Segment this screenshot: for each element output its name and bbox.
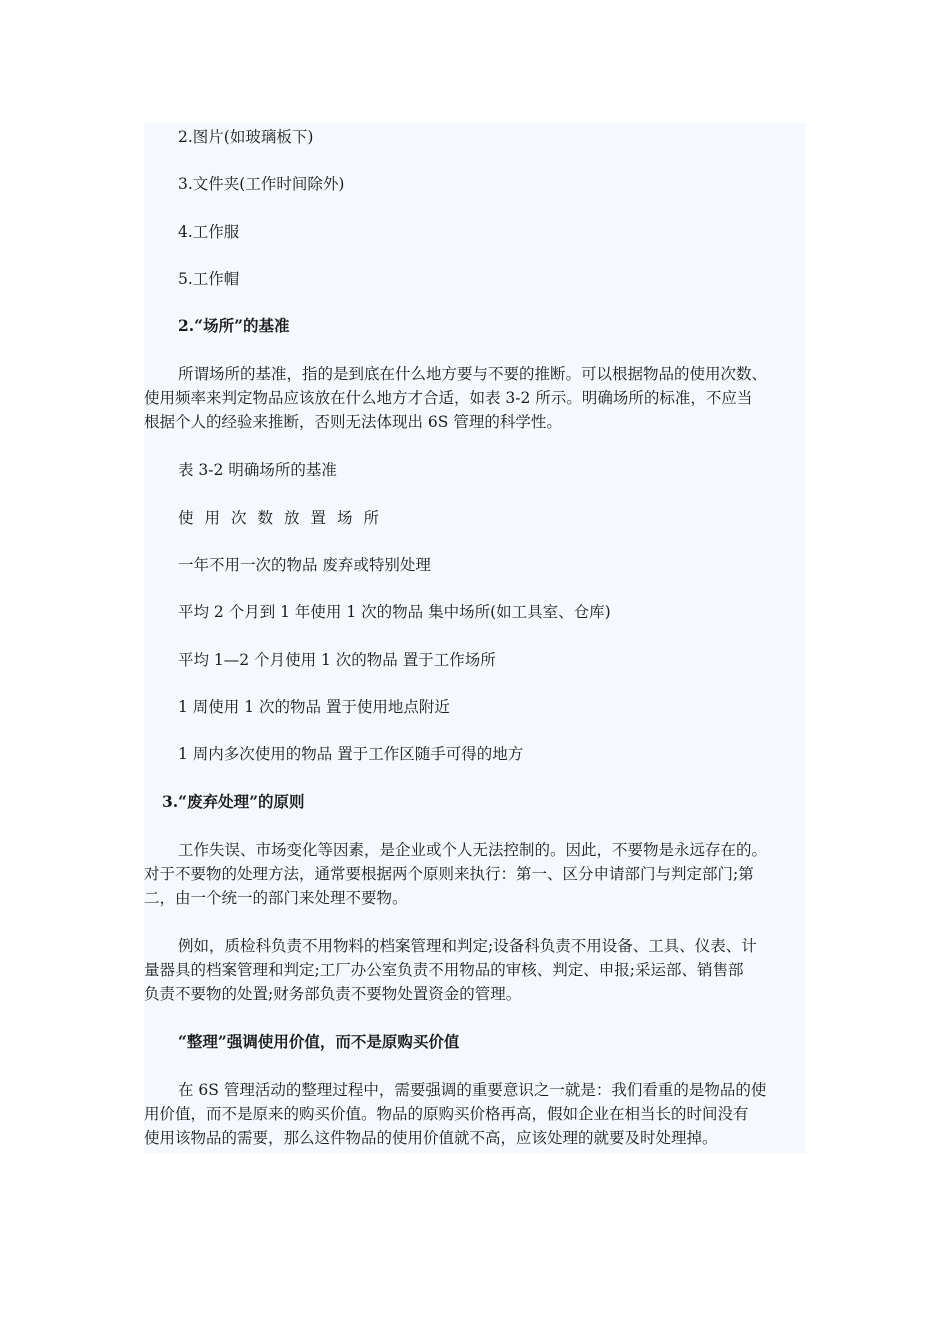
section-heading: 2.“场所”的基准 (178, 316, 290, 335)
list-item: 2.图片(如玻璃板下) (178, 128, 314, 146)
paragraph-line: 使用频率来判定物品应该放在什么地方才合适，如表 3-2 所示。明确场所的标准，不应当 (144, 389, 753, 407)
paragraph-line: 在 6S 管理活动的整理过程中，需要强调的重要意识之一就是：我们看重的是物品的使 (178, 1081, 767, 1099)
table-row: 1 周内多次使用的物品 置于工作区随手可得的地方 (178, 745, 524, 763)
table-row: 平均 1—2 个月使用 1 次的物品 置于工作场所 (178, 651, 496, 669)
paragraph-line: 对于不要物的处理方法，通常要根据两个原则来执行：第一、区分申请部门与判定部门;第 (144, 865, 754, 883)
list-item: 5.工作帽 (178, 270, 240, 288)
table-header: 使用次数放置场所 (178, 509, 391, 527)
paragraph-line: 用价值，而不是原来的购买价值。物品的原购买价格再高，假如企业在相当长的时间没有 (144, 1105, 749, 1123)
table-row: 一年不用一次的物品 废弃或特别处理 (178, 556, 431, 574)
paragraph-line: 所谓场所的基准，指的是到底在什么地方要与不要的推断。可以根据物品的使用次数、 (178, 365, 768, 383)
paragraph-line: 例如，质检科负责不用物料的档案管理和判定;设备科负责不用设备、工具、仪表、计 (178, 937, 757, 955)
list-item: 3.文件夹(工作时间除外) (178, 175, 345, 193)
section-heading: 3.“废弃处理”的原则 (162, 792, 305, 811)
table-row: 1 周使用 1 次的物品 置于使用地点附近 (178, 698, 450, 716)
paragraph-line: 量器具的档案管理和判定;工厂办公室负责不用物品的审核、判定、申报;采运部、销售部 (144, 961, 744, 979)
paragraph-line: 根据个人的经验来推断，否则无法体现出 6S 管理的科学性。 (144, 413, 562, 431)
paragraph-line: 使用该物品的需要，那么这件物品的使用价值就不高，应该处理的就要及时处理掉。 (144, 1129, 718, 1147)
table-row: 平均 2 个月到 1 年使用 1 次的物品 集中场所(如工具室、仓库) (178, 603, 611, 621)
table-caption: 表 3-2 明确场所的基准 (178, 461, 337, 479)
paragraph-line: 负责不要物的处置;财务部负责不要物处置资金的管理。 (144, 985, 522, 1003)
list-item: 4.工作服 (178, 223, 240, 241)
paragraph-line: 工作失误、市场变化等因素，是企业或个人无法控制的。因此，不要物是永远存在的。 (178, 841, 768, 859)
emphasis-heading: “整理”强调使用价值，而不是原购买价值 (178, 1032, 460, 1051)
paragraph-line: 二，由一个统一的部门来处理不要物。 (144, 889, 408, 907)
